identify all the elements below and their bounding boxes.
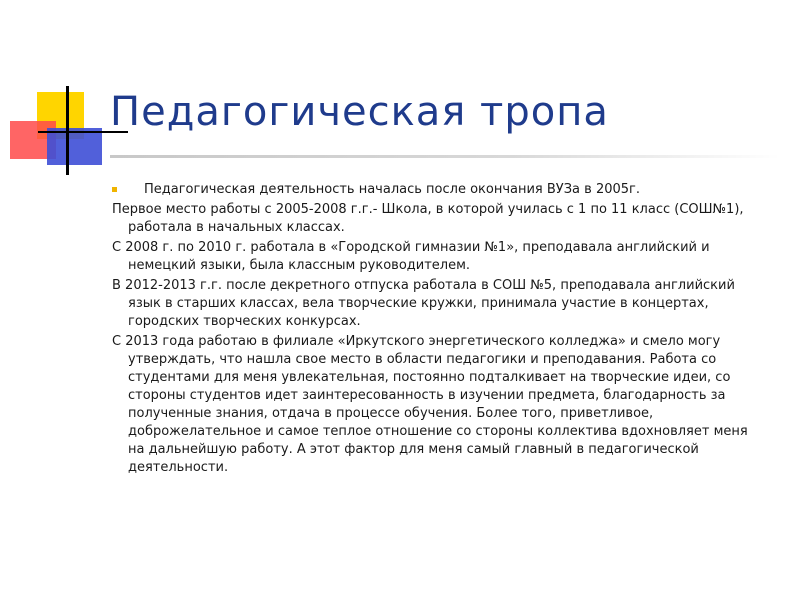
bullet-item [114, 181, 754, 199]
paragraph-2 [112, 239, 754, 275]
paragraph-3 [112, 277, 754, 331]
paragraph-text: С 2013 года работаю в филиале «Иркутского энергетического колледжа» и смело могу утверждать, что нашла свое место в области педагогики и преподавания. Работа со студентами для меня увлекательная, постоянно подталкивает на творческие идеи, со стороны студентов идет заинтересованность в изучении предмета, благодарность за полученные знания, отдача в процессе обучения. Более того, приветливое, доброжелательное и самое теплое отношение со стороны коллектива вдохновляет меня на дальнейшую работу. А этот фактор для меня самый главный в педагогической деятельности. [112, 334, 748, 475]
paragraph-text: С 2008 г. по 2010 г. работала в «Городской гимназии №1», преподавала английский и немецкий языки, была классным руководителем. [112, 240, 710, 273]
bullet-icon [112, 187, 117, 192]
paragraph-text: Первое место работы с 2005-2008 г.г.- Школа, в которой училась с 1 по 11 класс (СОШ№1), работала в начальных классах. [112, 202, 744, 235]
paragraph-4 [112, 333, 754, 477]
paragraph-1 [112, 201, 754, 237]
paragraph-text: В 2012-2013 г.г. после декретного отпуска работала в СОШ №5, преподавала английский язык в старших классах, вела творческие кружки, принимала участие в концертах, городских творческих конкурсах. [112, 278, 735, 329]
bullet-text: Педагогическая деятельность началась после окончания ВУЗа в 2005г. [144, 182, 640, 197]
decor-blue-square [47, 128, 102, 165]
slide-body [114, 181, 754, 479]
title-underline [110, 155, 780, 158]
slide-title: Педагогическая тропа [110, 89, 609, 135]
